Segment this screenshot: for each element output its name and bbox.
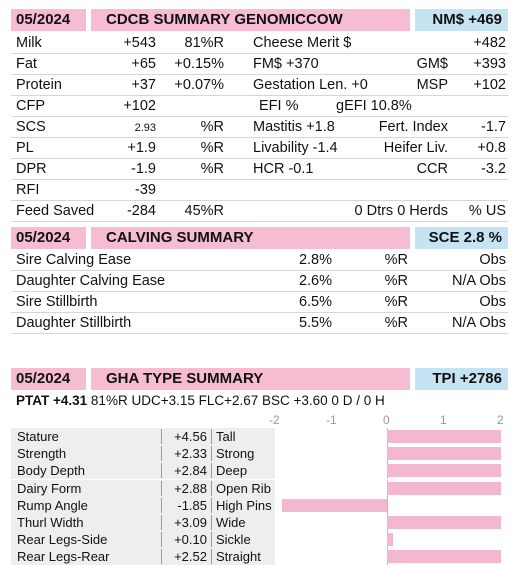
calving-label: Daughter Calving Ease	[16, 273, 166, 289]
calving-obs: N/A Obs	[452, 315, 506, 331]
trait-label: Milk	[16, 35, 42, 51]
scale-tick: 0	[383, 413, 390, 427]
trait-value: +65	[131, 56, 156, 72]
type-trait-desc: Sickle	[211, 532, 273, 547]
calving-date: 05/2024	[11, 227, 86, 249]
genomic-row	[11, 117, 508, 138]
calving-reliability: %R	[384, 294, 408, 310]
calving-reliability: %R	[384, 252, 408, 268]
type-title: GHA TYPE SUMMARY	[91, 368, 410, 390]
merit-value: +102	[473, 77, 506, 93]
merit-label-2: CCR	[416, 161, 448, 177]
type-trait-bar	[387, 550, 501, 563]
type-trait-value: +2.88	[161, 481, 207, 496]
calving-reliability: %R	[384, 315, 408, 331]
type-trait-name: Stature	[17, 429, 59, 444]
type-trait-name: Strength	[17, 446, 67, 462]
genomic-row	[11, 180, 508, 201]
calving-score: SCE 2.8 %	[415, 227, 508, 249]
trait-label: DPR	[16, 161, 47, 177]
calving-title: CALVING SUMMARY	[91, 227, 410, 249]
genomic-row	[11, 138, 508, 159]
type-trait-name: Body Depth	[17, 463, 85, 479]
trait-value: +37	[131, 77, 156, 93]
trait-value: -284	[126, 203, 156, 219]
type-trait-bar	[387, 430, 501, 443]
merit-label-2: Heifer Liv.	[383, 140, 448, 156]
merit-value: +482	[473, 35, 506, 51]
trait-value: +543	[123, 35, 156, 51]
type-trait-desc: High Pins	[211, 498, 273, 513]
type-trait-row	[11, 548, 508, 565]
type-trait-bar	[387, 533, 393, 546]
calving-reliability: %R	[384, 273, 408, 289]
calving-summary	[11, 227, 508, 334]
scale-tick: 2	[497, 413, 504, 427]
genomic-row	[11, 201, 508, 222]
genomic-title: CDCB SUMMARY GENOMICCOW	[91, 9, 410, 31]
type-trait-row	[11, 514, 508, 531]
genomic-date: 05/2024	[11, 9, 86, 31]
calving-value: 2.8%	[298, 252, 332, 268]
type-trait-value: +2.52	[161, 549, 207, 564]
type-trait-desc: Wide	[211, 515, 273, 530]
trait-label: RFI	[16, 182, 40, 198]
calving-value: 5.5%	[298, 315, 332, 331]
trait-value: +102	[123, 98, 156, 114]
type-trait-desc: Open Rib	[211, 481, 273, 496]
type-date: 05/2024	[11, 368, 86, 390]
type-trait-bar	[282, 499, 387, 512]
calving-label: Sire Calving Ease	[16, 252, 132, 268]
genomic-row	[11, 54, 508, 75]
scale-tick: -2	[269, 413, 280, 427]
calving-row	[11, 292, 508, 313]
trait-label: Feed Saved	[16, 203, 95, 219]
trait-label: Protein	[16, 77, 62, 93]
trait-reliability: 45%R	[184, 203, 224, 219]
type-trait-row	[11, 462, 508, 479]
calving-row	[11, 271, 508, 292]
type-trait-name: Dairy Form	[17, 480, 82, 496]
calving-obs: Obs	[479, 294, 506, 310]
type-trait-row	[11, 531, 508, 548]
genomic-row	[11, 75, 508, 96]
merit-value: % US	[468, 203, 506, 219]
type-trait-value: +3.09	[161, 515, 207, 530]
calving-label: Sire Stillbirth	[16, 294, 98, 310]
trait-value: -1.9	[131, 161, 156, 177]
merit-label-2: 0 Dtrs 0 Herds	[354, 203, 448, 219]
calving-obs: Obs	[479, 252, 506, 268]
merit-label: EFI %	[259, 98, 299, 114]
type-summary	[11, 368, 508, 390]
genomic-row	[11, 96, 508, 117]
merit-value: -3.2	[481, 161, 506, 177]
trait-reliability: +0.07%	[174, 77, 224, 93]
merit-label: Mastitis +1.8	[253, 119, 335, 135]
calving-value: 2.6%	[298, 273, 332, 289]
trait-value: 2.93	[134, 122, 156, 134]
calving-header	[11, 227, 508, 249]
merit-extra: gEFI 10.8%	[336, 98, 412, 114]
type-trait-bar	[387, 516, 501, 529]
ptat-details: 81%R UDC+3.15 FLC+2.67 BSC +3.60 0 D / 0 H	[90, 393, 385, 408]
calving-rows	[11, 250, 508, 334]
type-trait-desc: Straight	[211, 549, 273, 564]
trait-label: SCS	[16, 119, 46, 135]
genomic-row	[11, 33, 508, 54]
type-score: TPI +2786	[415, 368, 508, 390]
type-trait-row	[11, 497, 508, 514]
trait-reliability: %R	[200, 140, 224, 156]
type-trait-name: Thurl Width	[17, 515, 84, 530]
type-trait-desc: Tall	[211, 429, 273, 444]
merit-label: Livability -1.4	[253, 140, 338, 156]
genomic-header	[11, 9, 508, 31]
genomic-score: NM$ +469	[415, 9, 508, 31]
type-trait-bar	[387, 482, 501, 495]
genomic-rows	[11, 33, 508, 222]
trait-label: Fat	[16, 56, 37, 72]
type-trait-row	[11, 445, 508, 462]
trait-value: -39	[135, 182, 156, 198]
merit-label-2: MSP	[416, 77, 448, 93]
type-trait-value: +0.10	[161, 532, 207, 547]
scale-tick: 1	[440, 413, 447, 427]
genomic-row	[11, 159, 508, 180]
type-trait-name: Rear Legs-Side	[17, 532, 108, 548]
calving-obs: N/A Obs	[452, 273, 506, 289]
merit-label-2: GM$	[416, 56, 448, 72]
type-trait-row	[11, 428, 508, 445]
merit-label: HCR -0.1	[253, 161, 314, 177]
type-header	[11, 368, 508, 390]
type-trait-desc: Deep	[211, 463, 273, 478]
trait-reliability: +0.15%	[174, 56, 224, 72]
type-trait-desc: Strong	[211, 446, 273, 461]
ptat-line	[16, 393, 385, 408]
type-trait-value: +2.33	[161, 446, 207, 461]
scale-tick: -1	[326, 413, 337, 427]
type-trait-row	[11, 480, 508, 497]
calving-row	[11, 250, 508, 271]
merit-value: +393	[473, 56, 506, 72]
type-trait-bar	[387, 464, 501, 477]
merit-value: -1.7	[481, 119, 506, 135]
merit-label-2: Fert. Index	[378, 119, 448, 135]
calving-label: Daughter Stillbirth	[16, 315, 132, 331]
merit-label: Cheese Merit $	[253, 35, 352, 51]
trait-reliability: %R	[200, 119, 224, 135]
type-trait-name: Rear Legs-Rear	[17, 549, 110, 565]
trait-label: CFP	[16, 98, 45, 114]
trait-reliability: 81%R	[184, 35, 224, 51]
trait-label: PL	[16, 140, 34, 156]
trait-reliability: %R	[200, 161, 224, 177]
type-trait-name: Rump Angle	[17, 497, 88, 513]
type-trait-value: -1.85	[161, 498, 207, 513]
ptat-label: PTAT +4.31	[16, 393, 88, 408]
zero-line	[387, 497, 388, 514]
genomic-summary	[11, 9, 508, 222]
calving-value: 6.5%	[298, 294, 332, 310]
merit-value: +0.8	[477, 140, 506, 156]
merit-label: FM$ +370	[253, 56, 319, 72]
trait-value: +1.9	[127, 140, 156, 156]
type-trait-value: +4.56	[161, 429, 207, 444]
merit-label: Gestation Len. +0	[253, 77, 368, 93]
type-trait-bar	[387, 447, 501, 460]
type-trait-value: +2.84	[161, 463, 207, 478]
calving-row	[11, 313, 508, 334]
